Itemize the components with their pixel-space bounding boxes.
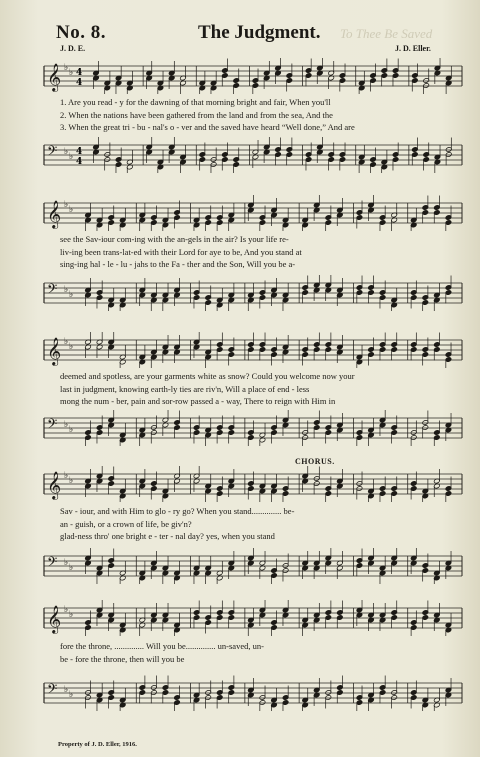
svg-text:♭: ♭ [69, 425, 74, 435]
svg-text:𝄞: 𝄞 [47, 471, 62, 499]
svg-text:𝄢: 𝄢 [47, 681, 58, 700]
music-credit: J. D. Eller. [395, 44, 431, 53]
svg-text:♭: ♭ [69, 152, 74, 162]
property-note: Property of J. D. Eller, 1916. [58, 741, 137, 748]
svg-text:♭: ♭ [64, 63, 69, 73]
svg-text:♭: ♭ [69, 563, 74, 573]
svg-text:♭: ♭ [64, 558, 69, 568]
svg-text:𝄞: 𝄞 [47, 200, 62, 228]
svg-text:♭: ♭ [64, 605, 69, 615]
hymn-number: No. 8. [56, 22, 106, 43]
lyric-line: Sav - iour, and with Him to glo - ry go? When you stand.............. be- [60, 506, 295, 516]
svg-text:𝄢: 𝄢 [47, 554, 58, 573]
lyric-line: fore the throne, .............. Will you be.............. un-saved, un- [60, 641, 264, 651]
svg-text:♭: ♭ [69, 690, 74, 700]
bass-staff-5 [38, 675, 464, 711]
bass-staff-3 [38, 410, 464, 446]
svg-text:𝄞: 𝄞 [47, 63, 62, 91]
lyric-line: 3. When the great tri - bu - nal's o - ver and the saved have heard “Well done,” And are [60, 122, 355, 132]
words-credit: J. D. E. [60, 44, 86, 53]
lyrics-system-5 [60, 640, 464, 665]
lyrics-system-4 [60, 505, 464, 543]
svg-text:𝄞: 𝄞 [47, 605, 62, 633]
bass-staff-4 [38, 548, 464, 584]
lyric-line: see the Sav-iour com-ing with the an-gels in the air? Is your life re- [60, 234, 289, 244]
svg-text:♭: ♭ [64, 337, 69, 347]
lyric-line: glad-ness thro' one bright e - ter - nal day? yes, when you stand [60, 531, 275, 541]
lyric-line: deemed and spotless, are your garments white as snow? Could you welcome now your [60, 371, 355, 381]
hymn-title: The Judgment. [198, 22, 321, 43]
treble-staff-1 [38, 58, 464, 94]
svg-text:4: 4 [76, 78, 83, 88]
treble-staff-4 [38, 466, 464, 502]
lyric-line: sing-ing hal - le - lu - jahs to the Fa - ther and the Son, Will you be a- [60, 259, 296, 269]
svg-text:♭: ♭ [69, 476, 74, 486]
svg-text:4: 4 [76, 68, 83, 78]
svg-text:♭: ♭ [69, 68, 74, 78]
svg-text:♭: ♭ [69, 290, 74, 300]
svg-text:♭: ♭ [64, 285, 69, 295]
svg-text:♭: ♭ [64, 200, 69, 210]
svg-text:𝄢: 𝄢 [47, 143, 58, 162]
bleed-through-text: To Thee Be Saved [340, 26, 433, 41]
svg-text:4: 4 [76, 157, 83, 167]
svg-text:♭: ♭ [64, 471, 69, 481]
lyrics-system-1 [60, 96, 464, 134]
svg-text:♭: ♭ [69, 342, 74, 352]
chorus-label: CHORUS. [295, 457, 335, 466]
bass-staff-1 [38, 137, 464, 173]
lyric-line: last in judgment, knowing earth-ly ties are riv'n, Will a place of end - less [60, 383, 310, 394]
svg-text:𝄢: 𝄢 [47, 281, 58, 300]
svg-text:4: 4 [76, 147, 83, 157]
svg-text:♭: ♭ [64, 420, 69, 430]
svg-text:𝄞: 𝄞 [47, 337, 62, 365]
svg-text:♭: ♭ [69, 205, 74, 215]
lyric-line: be - fore the throne, then will you be [60, 653, 185, 664]
lyric-line: 2. When the nations have been gathered from the land and from the sea, And the [60, 109, 333, 120]
treble-staff-3 [38, 332, 464, 368]
svg-text:♭: ♭ [69, 610, 74, 620]
lyrics-system-2 [60, 233, 464, 271]
lyric-line: mong the num - ber, pain and sor-row passed a - way, There to reign with Him in [60, 396, 336, 406]
svg-text:♭: ♭ [64, 685, 69, 695]
treble-staff-5 [38, 600, 464, 636]
treble-staff-2 [38, 195, 464, 231]
svg-text:♭: ♭ [64, 147, 69, 157]
lyric-line: liv-ing been trans-lat-ed with their Lord for aye to be, And you stand at [60, 246, 302, 257]
lyric-line: 1. Are you read - y for the dawning of that morning bright and fair, When you'll [60, 97, 331, 107]
lyrics-system-3 [60, 370, 464, 408]
svg-text:𝄢: 𝄢 [47, 416, 58, 435]
bass-staff-2 [38, 275, 464, 311]
lyric-line: an - guish, or a crown of life, be giv'n? [60, 518, 192, 529]
